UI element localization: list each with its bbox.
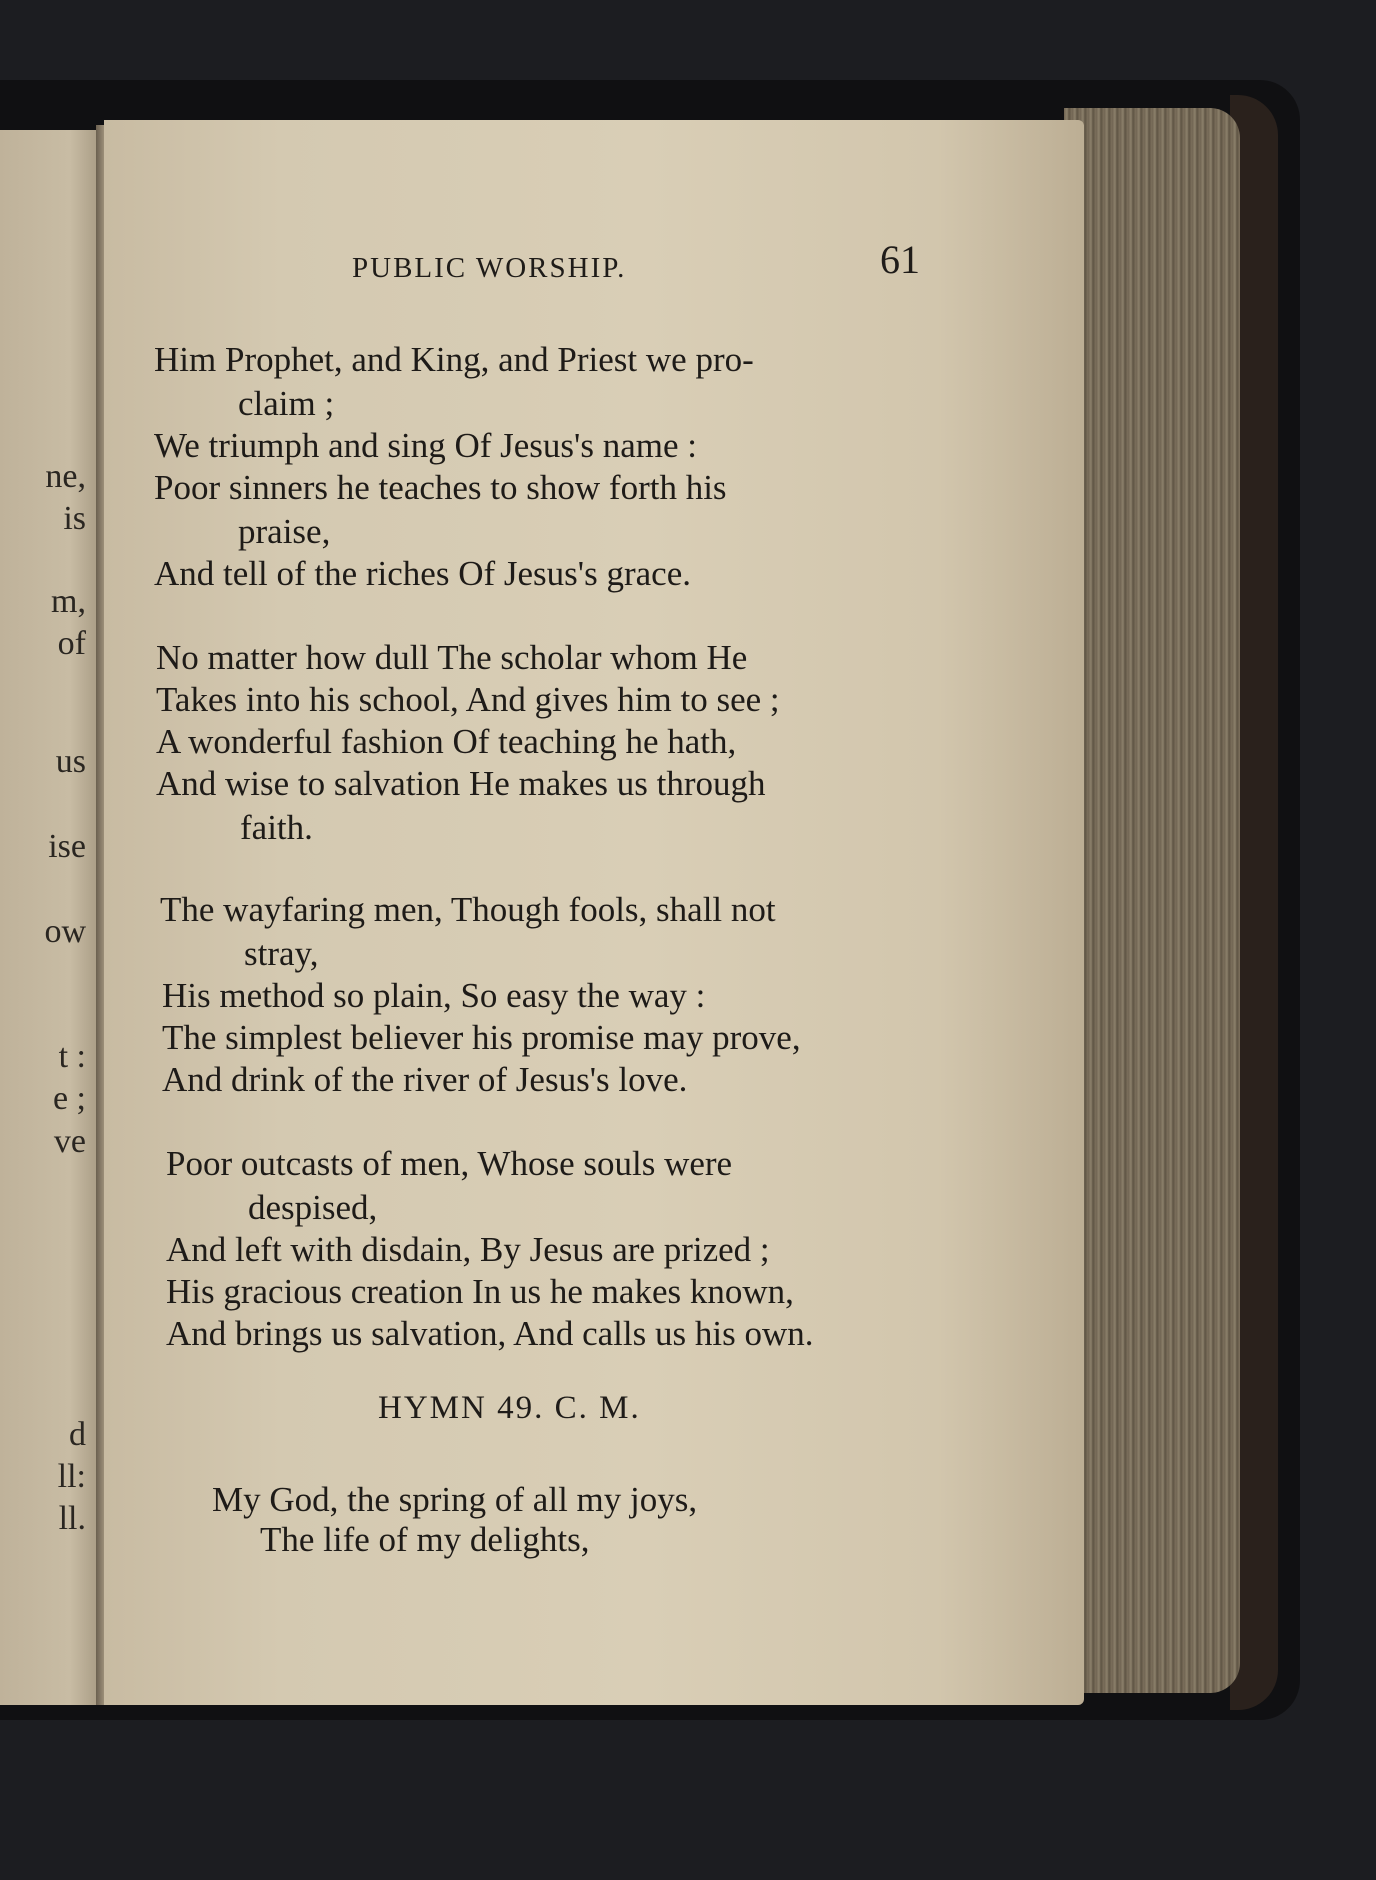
left-page-fragment: e ; <box>52 1080 86 1117</box>
verse-line: We triumph and sing Of Jesus's name : <box>154 426 697 465</box>
left-page-fragment: t : <box>58 1038 86 1075</box>
running-head: PUBLIC WORSHIP. <box>352 252 627 284</box>
left-page-fragment: ow <box>44 913 86 950</box>
verse-line: And left with disdain, By Jesus are prized ; <box>166 1230 770 1269</box>
verse-line: And wise to salvation He makes us through <box>156 764 766 803</box>
verse-line: And brings us salvation, And calls us his own. <box>166 1314 814 1353</box>
verse-line: claim ; <box>238 384 335 423</box>
left-page-fragment: ne, <box>45 458 86 495</box>
verse-line: Takes into his school, And gives him to see ; <box>156 680 780 719</box>
verse-line: The wayfaring men, Though fools, shall not <box>160 890 776 929</box>
verse-line: stray, <box>244 934 319 973</box>
verse-line: The life of my delights, <box>260 1520 590 1559</box>
left-page-fragment: m, <box>51 583 86 620</box>
verse-line: Him Prophet, and King, and Priest we pro- <box>154 340 754 379</box>
verse-line: praise, <box>238 512 331 551</box>
hymn-heading: HYMN 49. C. M. <box>378 1390 641 1426</box>
verse-line: faith. <box>240 808 313 847</box>
left-page-fragment: ll: <box>57 1458 86 1495</box>
verse-line: And drink of the river of Jesus's love. <box>162 1060 688 1099</box>
left-page-fragment: ise <box>48 828 86 865</box>
left-page-fragment: ve <box>53 1123 86 1160</box>
verse-line: Poor outcasts of men, Whose souls were <box>166 1144 733 1183</box>
verse-line: Poor sinners he teaches to show forth his <box>154 468 727 507</box>
left-page-fragment: of <box>57 625 86 662</box>
left-page-fragment: us <box>55 743 86 780</box>
verse-line: His gracious creation In us he makes known, <box>166 1272 794 1311</box>
verse-line: My God, the spring of all my joys, <box>212 1480 698 1519</box>
verse-line: The simplest believer his promise may prove, <box>162 1018 801 1057</box>
left-page-fragment: ll. <box>58 1500 86 1537</box>
page-edges <box>1064 108 1240 1693</box>
verse-line: His method so plain, So easy the way : <box>162 976 706 1015</box>
verse-line: A wonderful fashion Of teaching he hath, <box>156 722 737 761</box>
left-page <box>0 130 100 1705</box>
verse-line: No matter how dull The scholar whom He <box>156 638 748 677</box>
page-number: 61 <box>880 237 920 282</box>
verse-line: And tell of the riches Of Jesus's grace. <box>154 554 691 593</box>
verse-line: despised, <box>248 1188 378 1227</box>
left-page-fragment: d <box>69 1416 86 1453</box>
left-page-fragment: is <box>63 500 86 537</box>
